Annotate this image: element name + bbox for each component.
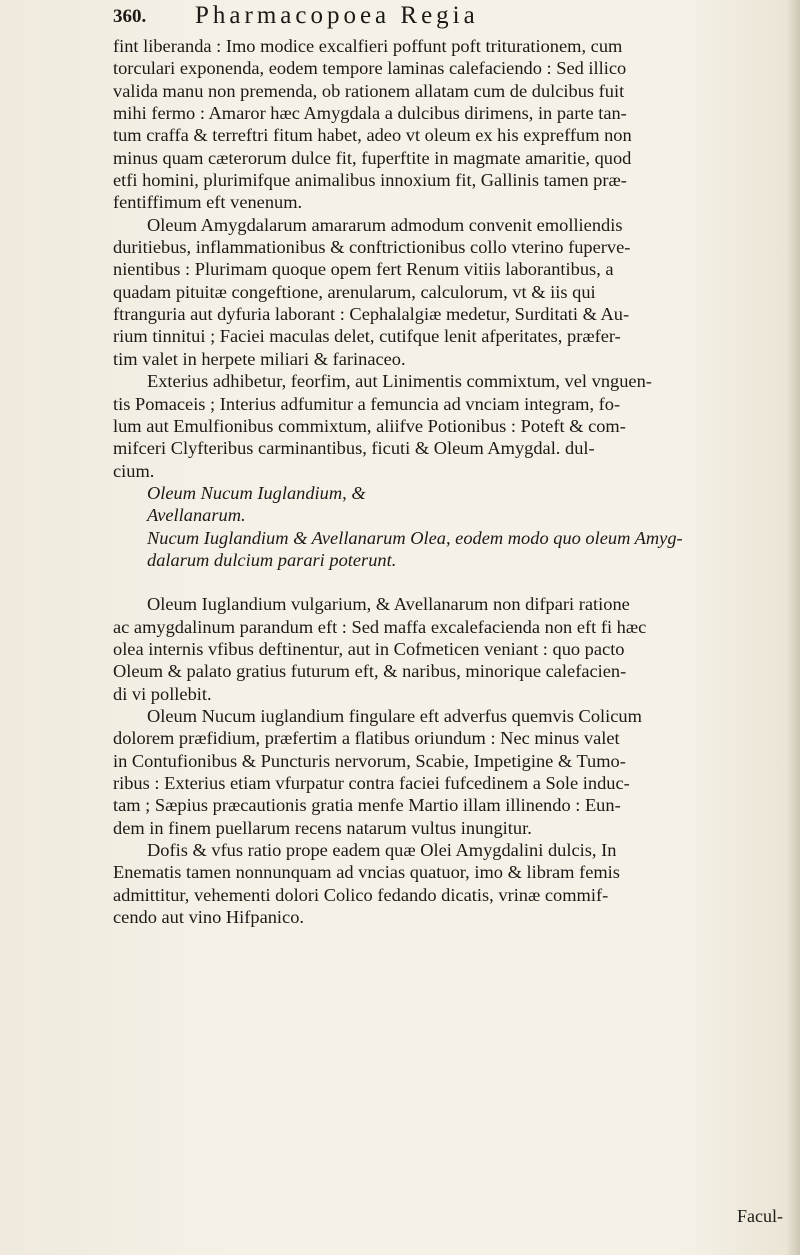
page-header bbox=[113, 2, 773, 32]
text-line: ac amygdalinum parandum eft : Sed maffa excalefacienda non eft fi hæc bbox=[113, 616, 647, 637]
paragraph-1 bbox=[113, 35, 793, 214]
text-line: tam ; Sæpius præcautionis gratia menfe Martio illam illinendo : Eun- bbox=[113, 795, 621, 816]
heading-line: Avellanarum. bbox=[147, 505, 246, 526]
text-line: duritiebus, inflammationibus & conftrictionibus collo vterino fuperve- bbox=[113, 237, 631, 258]
text-line: Enematis tamen nonnunquam ad vncias quatuor, imo & libram femis bbox=[113, 862, 620, 883]
section-subheading bbox=[113, 527, 793, 572]
text-line: in Contufionibus & Puncturis nervorum, Scabie, Impetigine & Tumo- bbox=[113, 750, 626, 771]
text-line: dolorem præfidium, præfertim a flatibus oriundum : Nec minus valet bbox=[113, 728, 620, 749]
running-head: Pharmacopoea Regia bbox=[195, 2, 479, 29]
text-line: rium tinnitui ; Faciei maculas delet, cutifque lenit afperitates, præfer- bbox=[113, 326, 621, 347]
paragraph-5 bbox=[113, 705, 793, 839]
text-line: quadam pituitæ congeftione, arenularum, calculorum, vt & iis qui bbox=[113, 281, 596, 302]
text-line: Oleum Nucum iuglandium fingulare eft adverfus quemvis Colicum bbox=[147, 705, 642, 726]
text-line: tis Pomaceis ; Interius adfumitur a femuncia ad vnciam integram, fo- bbox=[113, 393, 621, 414]
text-line: lum aut Emulfionibus commixtum, aliifve Potionibus : Poteft & com- bbox=[113, 415, 626, 436]
text-line: di vi pollebit. bbox=[113, 683, 212, 704]
text-line: cium. bbox=[113, 460, 155, 481]
subheading-line: dalarum dulcium parari poterunt. bbox=[147, 549, 397, 570]
text-line: valida manu non premenda, ob rationem allatam cum de dulcibus fuit bbox=[113, 80, 625, 101]
text-line: Oleum Amygdalarum amararum admodum convenit emolliendis bbox=[147, 214, 623, 235]
text-line: nientibus : Plurimam quoque opem fert Renum vitiis laborantibus, a bbox=[113, 259, 614, 280]
paragraph-4 bbox=[113, 593, 793, 705]
page-number: 360. bbox=[113, 6, 147, 27]
text-line: mifceri Clyfteribus carminantibus, ficuti & Oleum Amygdal. dul- bbox=[113, 438, 595, 459]
text-line: etfi homini, plurimifque animalibus innoxium fit, Gallinis tamen præ- bbox=[113, 170, 627, 191]
text-line: tim valet in herpete miliari & farinaceo. bbox=[113, 348, 406, 369]
text-line: Oleum & palato gratius futurum eft, & naribus, minorique calefacien- bbox=[113, 661, 627, 682]
paragraph-2 bbox=[113, 214, 793, 370]
text-line: ribus : Exterius etiam vfurpatur contra faciei fufcedinem a Sole induc- bbox=[113, 773, 630, 793]
spacer bbox=[113, 571, 793, 593]
text-line: admittitur, vehementi dolori Colico fedando dicatis, vrinæ commif- bbox=[113, 884, 609, 905]
subheading-line: Nucum Iuglandium & Avellanarum Olea, eodem modo quo oleum Amyg- bbox=[147, 527, 683, 548]
heading-line: Oleum Nucum Iuglandium, & bbox=[147, 482, 366, 503]
paragraph-6 bbox=[113, 839, 793, 928]
section-heading bbox=[113, 482, 793, 527]
text-line: ftranguria aut dyfuria laborant : Cephalalgiæ medetur, Surditati & Au- bbox=[113, 304, 630, 325]
text-line: fint liberanda : Imo modice excalfieri poffunt poft triturationem, cum bbox=[113, 36, 623, 56]
text-line: tum craffa & terreftri fitum habet, adeo vt oleum ex his expreffum non bbox=[113, 125, 632, 146]
text-line: cendo aut vino Hifpanico. bbox=[113, 907, 305, 928]
text-line: torculari exponenda, eodem tempore laminas calefaciendo : Sed illico bbox=[113, 58, 627, 79]
paragraph-3 bbox=[113, 370, 793, 482]
catchword: Facul- bbox=[737, 1206, 783, 1226]
page-body bbox=[113, 35, 793, 928]
text-line: mihi fermo : Amaror hæc Amygdala a dulcibus dirimens, in parte tan- bbox=[113, 103, 627, 124]
text-line: minus quam cæterorum dulce fit, fuperftite in magmate amaritie, quod bbox=[113, 147, 632, 168]
text-line: olea internis vfibus deftinentur, aut in Cofmeticen veniant : quo pacto bbox=[113, 638, 625, 659]
text-line: dem in finem puellarum recens natarum vultus inungitur. bbox=[113, 817, 532, 838]
text-line: Exterius adhibetur, feorfim, aut Linimentis commixtum, vel vnguen- bbox=[147, 371, 652, 392]
text-line: Dofis & vfus ratio prope eadem quæ Olei Amygdalini dulcis, In bbox=[147, 840, 617, 861]
text-line: Oleum Iuglandium vulgarium, & Avellanarum non difpari ratione bbox=[147, 594, 630, 615]
text-line: fentiffimum eft venenum. bbox=[113, 192, 303, 213]
